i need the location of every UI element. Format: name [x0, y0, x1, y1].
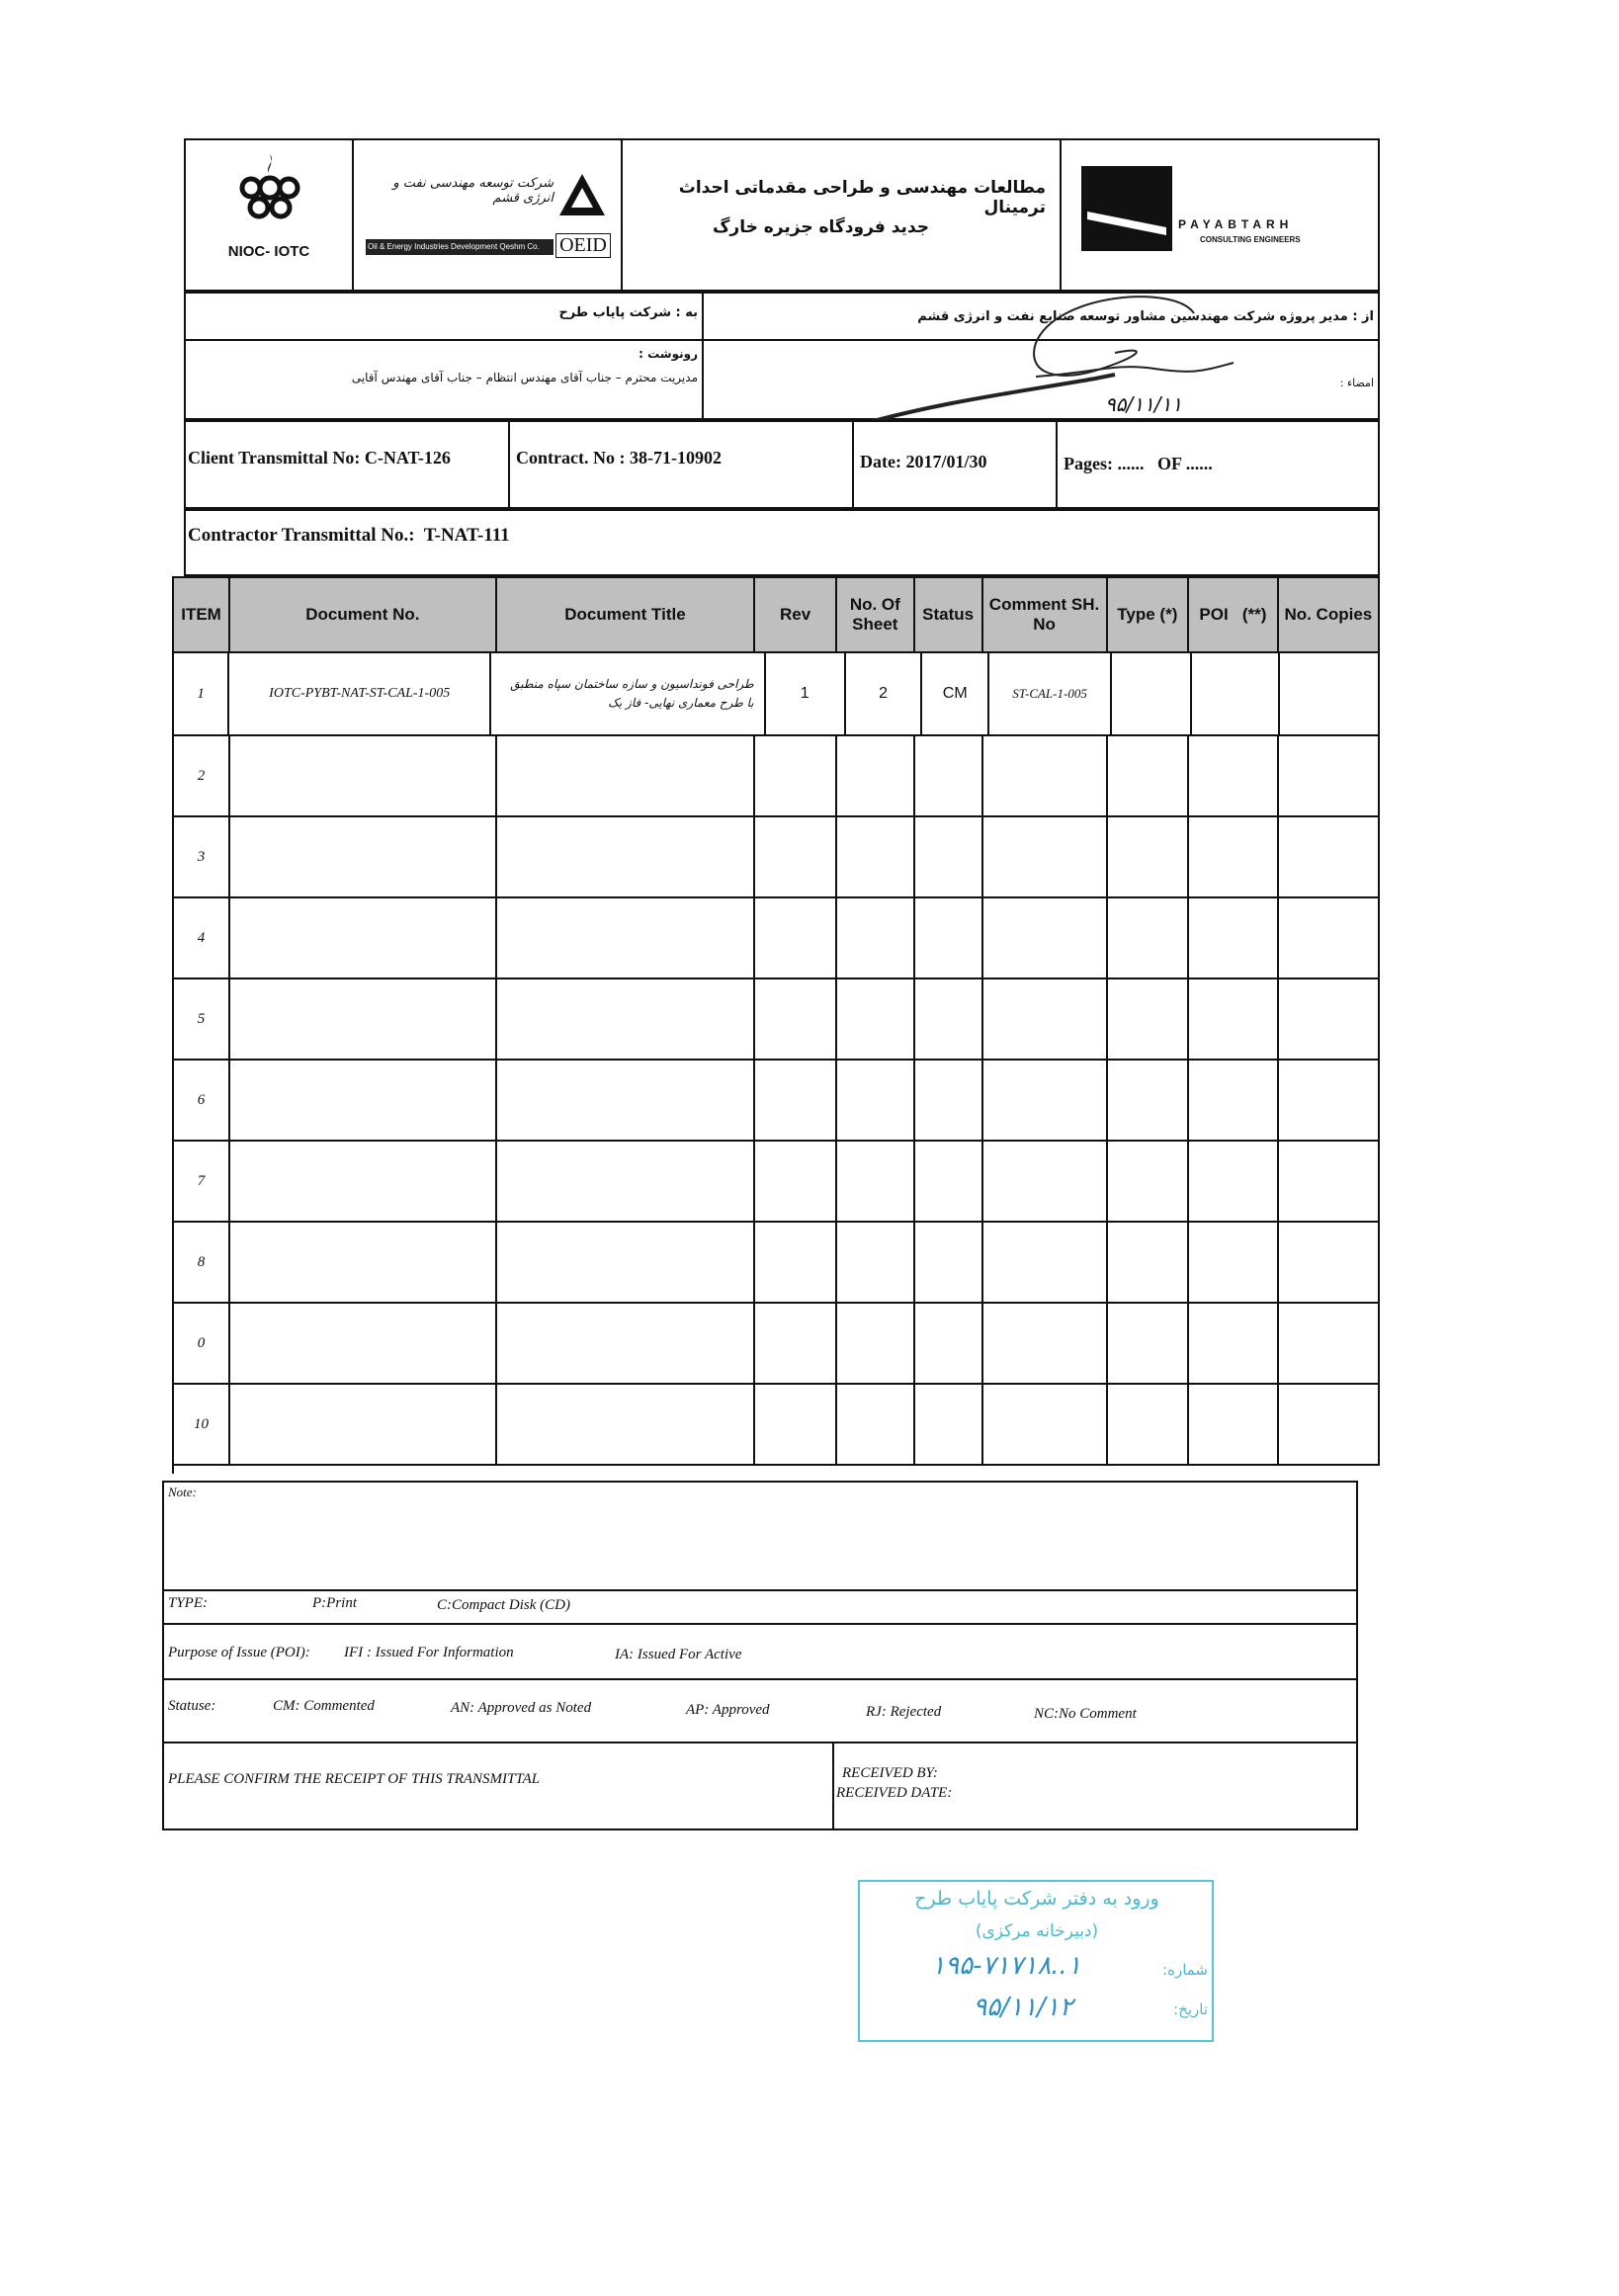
cell-item: 0 — [174, 1304, 230, 1385]
project-title-line1: مطالعات مهندسی و طراحی مقدماتی احداث ترمینال — [678, 178, 1046, 217]
nioc-logo-cell — [186, 140, 352, 290]
meta-block — [184, 420, 1380, 509]
col-comment-header: Comment SH. No — [983, 578, 1108, 651]
payab-logo-icon — [1081, 166, 1172, 251]
status-label: Statuse: — [168, 1698, 216, 1714]
col-poi-header: POI (**) — [1189, 578, 1279, 651]
cell-item: 4 — [174, 898, 230, 979]
received-date: RECEIVED DATE: — [836, 1785, 953, 1801]
document-table — [172, 576, 1380, 1474]
from-field: از : مدیر پروژه شرکت مهندسین مشاور توسعه صنایع نفت و انرژی قشم — [917, 309, 1374, 324]
cell-item: 2 — [174, 736, 230, 817]
table-row — [174, 1304, 1380, 1385]
to-field: به : شرکت پایاب طرح — [558, 305, 698, 320]
contractor-transmittal: Contractor Transmittal No.: T-NAT-111 — [188, 525, 510, 546]
col-sheets-header: No. Of Sheet — [837, 578, 915, 651]
table-row — [174, 736, 1380, 817]
oeid-subtitle: Oil & Energy Industries Development Qeshm Co. — [366, 239, 554, 255]
type-cd: C:Compact Disk (CD) — [437, 1597, 570, 1613]
col-docno-header: Document No. — [230, 578, 497, 651]
oeid-label: OEID — [555, 233, 611, 258]
project-title-line2: جدید فرودگاه جزیره خارگ — [713, 217, 929, 237]
cell-copies — [1280, 653, 1380, 736]
stamp-line1: ورود به دفتر شرکت پایاب طرح — [914, 1888, 1159, 1910]
oeid-triangle-icon — [557, 172, 607, 217]
cell-doc-no: IOTC-PYBT-NAT-ST-CAL-1-005 — [229, 653, 491, 736]
cell-status: CM — [922, 653, 989, 736]
table-row — [174, 1385, 1380, 1466]
table-header-row — [174, 578, 1380, 653]
status-nc: NC:No Comment — [1034, 1706, 1137, 1722]
stamp-number-label: شماره: — [1162, 1961, 1208, 1979]
note-label: Note: — [168, 1485, 197, 1499]
contract-no: Contract. No : 38-71-10902 — [516, 448, 722, 468]
poi-ifi: IFI : Issued For Information — [344, 1645, 514, 1660]
col-item-header: ITEM — [174, 578, 230, 651]
cell-rev: 1 — [766, 653, 846, 736]
legend-block — [162, 1481, 1358, 1830]
receipt-stamp — [858, 1880, 1214, 2042]
status-rj: RJ: Rejected — [866, 1704, 942, 1720]
signature-date: ۹۵/۱۱/۱۱ — [1105, 392, 1182, 416]
col-copies-header: No. Copies — [1279, 578, 1380, 651]
status-cm: CM: Commented — [273, 1698, 375, 1714]
nioc-label: NIOC- IOTC — [227, 243, 310, 260]
cell-sheets: 2 — [846, 653, 922, 736]
date-field: Date: 2017/01/30 — [860, 452, 987, 471]
col-type-header: Type (*) — [1108, 578, 1190, 651]
cell-type — [1112, 653, 1192, 736]
cell-item: 8 — [174, 1223, 230, 1304]
table-row — [174, 1223, 1380, 1304]
col-title-header: Document Title — [497, 578, 756, 651]
nioc-logo-icon — [237, 150, 302, 221]
table-row — [174, 1142, 1380, 1223]
cell-poi — [1192, 653, 1280, 736]
table-row — [174, 653, 1380, 736]
cell-item: 6 — [174, 1061, 230, 1142]
stamp-date-label: تاریخ: — [1173, 2000, 1208, 2018]
table-row — [174, 898, 1380, 979]
col-rev-header: Rev — [755, 578, 837, 651]
stamp-line2: (دبیرخانه مرکزی) — [975, 1921, 1099, 1941]
cell-item: 7 — [174, 1142, 230, 1223]
stamp-date-value: ۹۵/۱۱/۱۲ — [973, 1993, 1073, 2022]
poi-label: Purpose of Issue (POI): — [168, 1645, 310, 1660]
addressing-block — [184, 292, 1380, 420]
col-status-header: Status — [915, 578, 983, 651]
cell-comment: ST-CAL-1-005 — [989, 653, 1112, 736]
table-row — [174, 979, 1380, 1061]
table-row — [174, 1061, 1380, 1142]
status-ap: AP: Approved — [686, 1702, 770, 1718]
payab-sub: CONSULTING ENGINEERS — [1200, 235, 1301, 244]
cell-item: 10 — [174, 1385, 230, 1466]
cc-label: رونوشت : — [639, 347, 698, 361]
payab-name: PAYABTARH — [1178, 217, 1294, 231]
type-label: TYPE: — [168, 1595, 209, 1611]
client-transmittal: Client Transmittal No: C-NAT-126 — [188, 448, 451, 468]
cell-item: 1 — [174, 653, 229, 736]
cell-item: 5 — [174, 979, 230, 1061]
oeid-logo-cell — [352, 140, 621, 290]
poi-ia: IA: Issued For Active — [615, 1647, 742, 1662]
cc-text: مدیریت محترم – جناب آقای مهندس انتظام – جناب آقای مهندس آقایی — [351, 371, 698, 384]
contractor-block — [184, 509, 1380, 576]
table-row — [174, 817, 1380, 898]
table-body — [174, 653, 1380, 1466]
pages-field: Pages: ...... OF ...... — [1064, 454, 1213, 473]
signature-label: امضاء : — [1339, 377, 1374, 389]
cell-item: 3 — [174, 817, 230, 898]
signature-scribble — [739, 254, 1293, 422]
type-print: P:Print — [312, 1595, 357, 1611]
received-by: RECEIVED BY: — [842, 1765, 938, 1781]
stamp-number-value: ۱..۱۹۵-۷۱۷۱۸ — [931, 1951, 1081, 1981]
cell-doc-title: طراحی فونداسیون و سازه ساختمان سپاه منطبق با طرح معماری نهایی- فاز یک — [491, 653, 765, 736]
status-an: AN: Approved as Noted — [451, 1700, 592, 1716]
confirm-text: PLEASE CONFIRM THE RECEIPT OF THIS TRANSMITTAL — [168, 1771, 541, 1787]
oeid-persian-name: شرکت توسعه مهندسی نفت و انرژی قشم — [392, 176, 554, 206]
